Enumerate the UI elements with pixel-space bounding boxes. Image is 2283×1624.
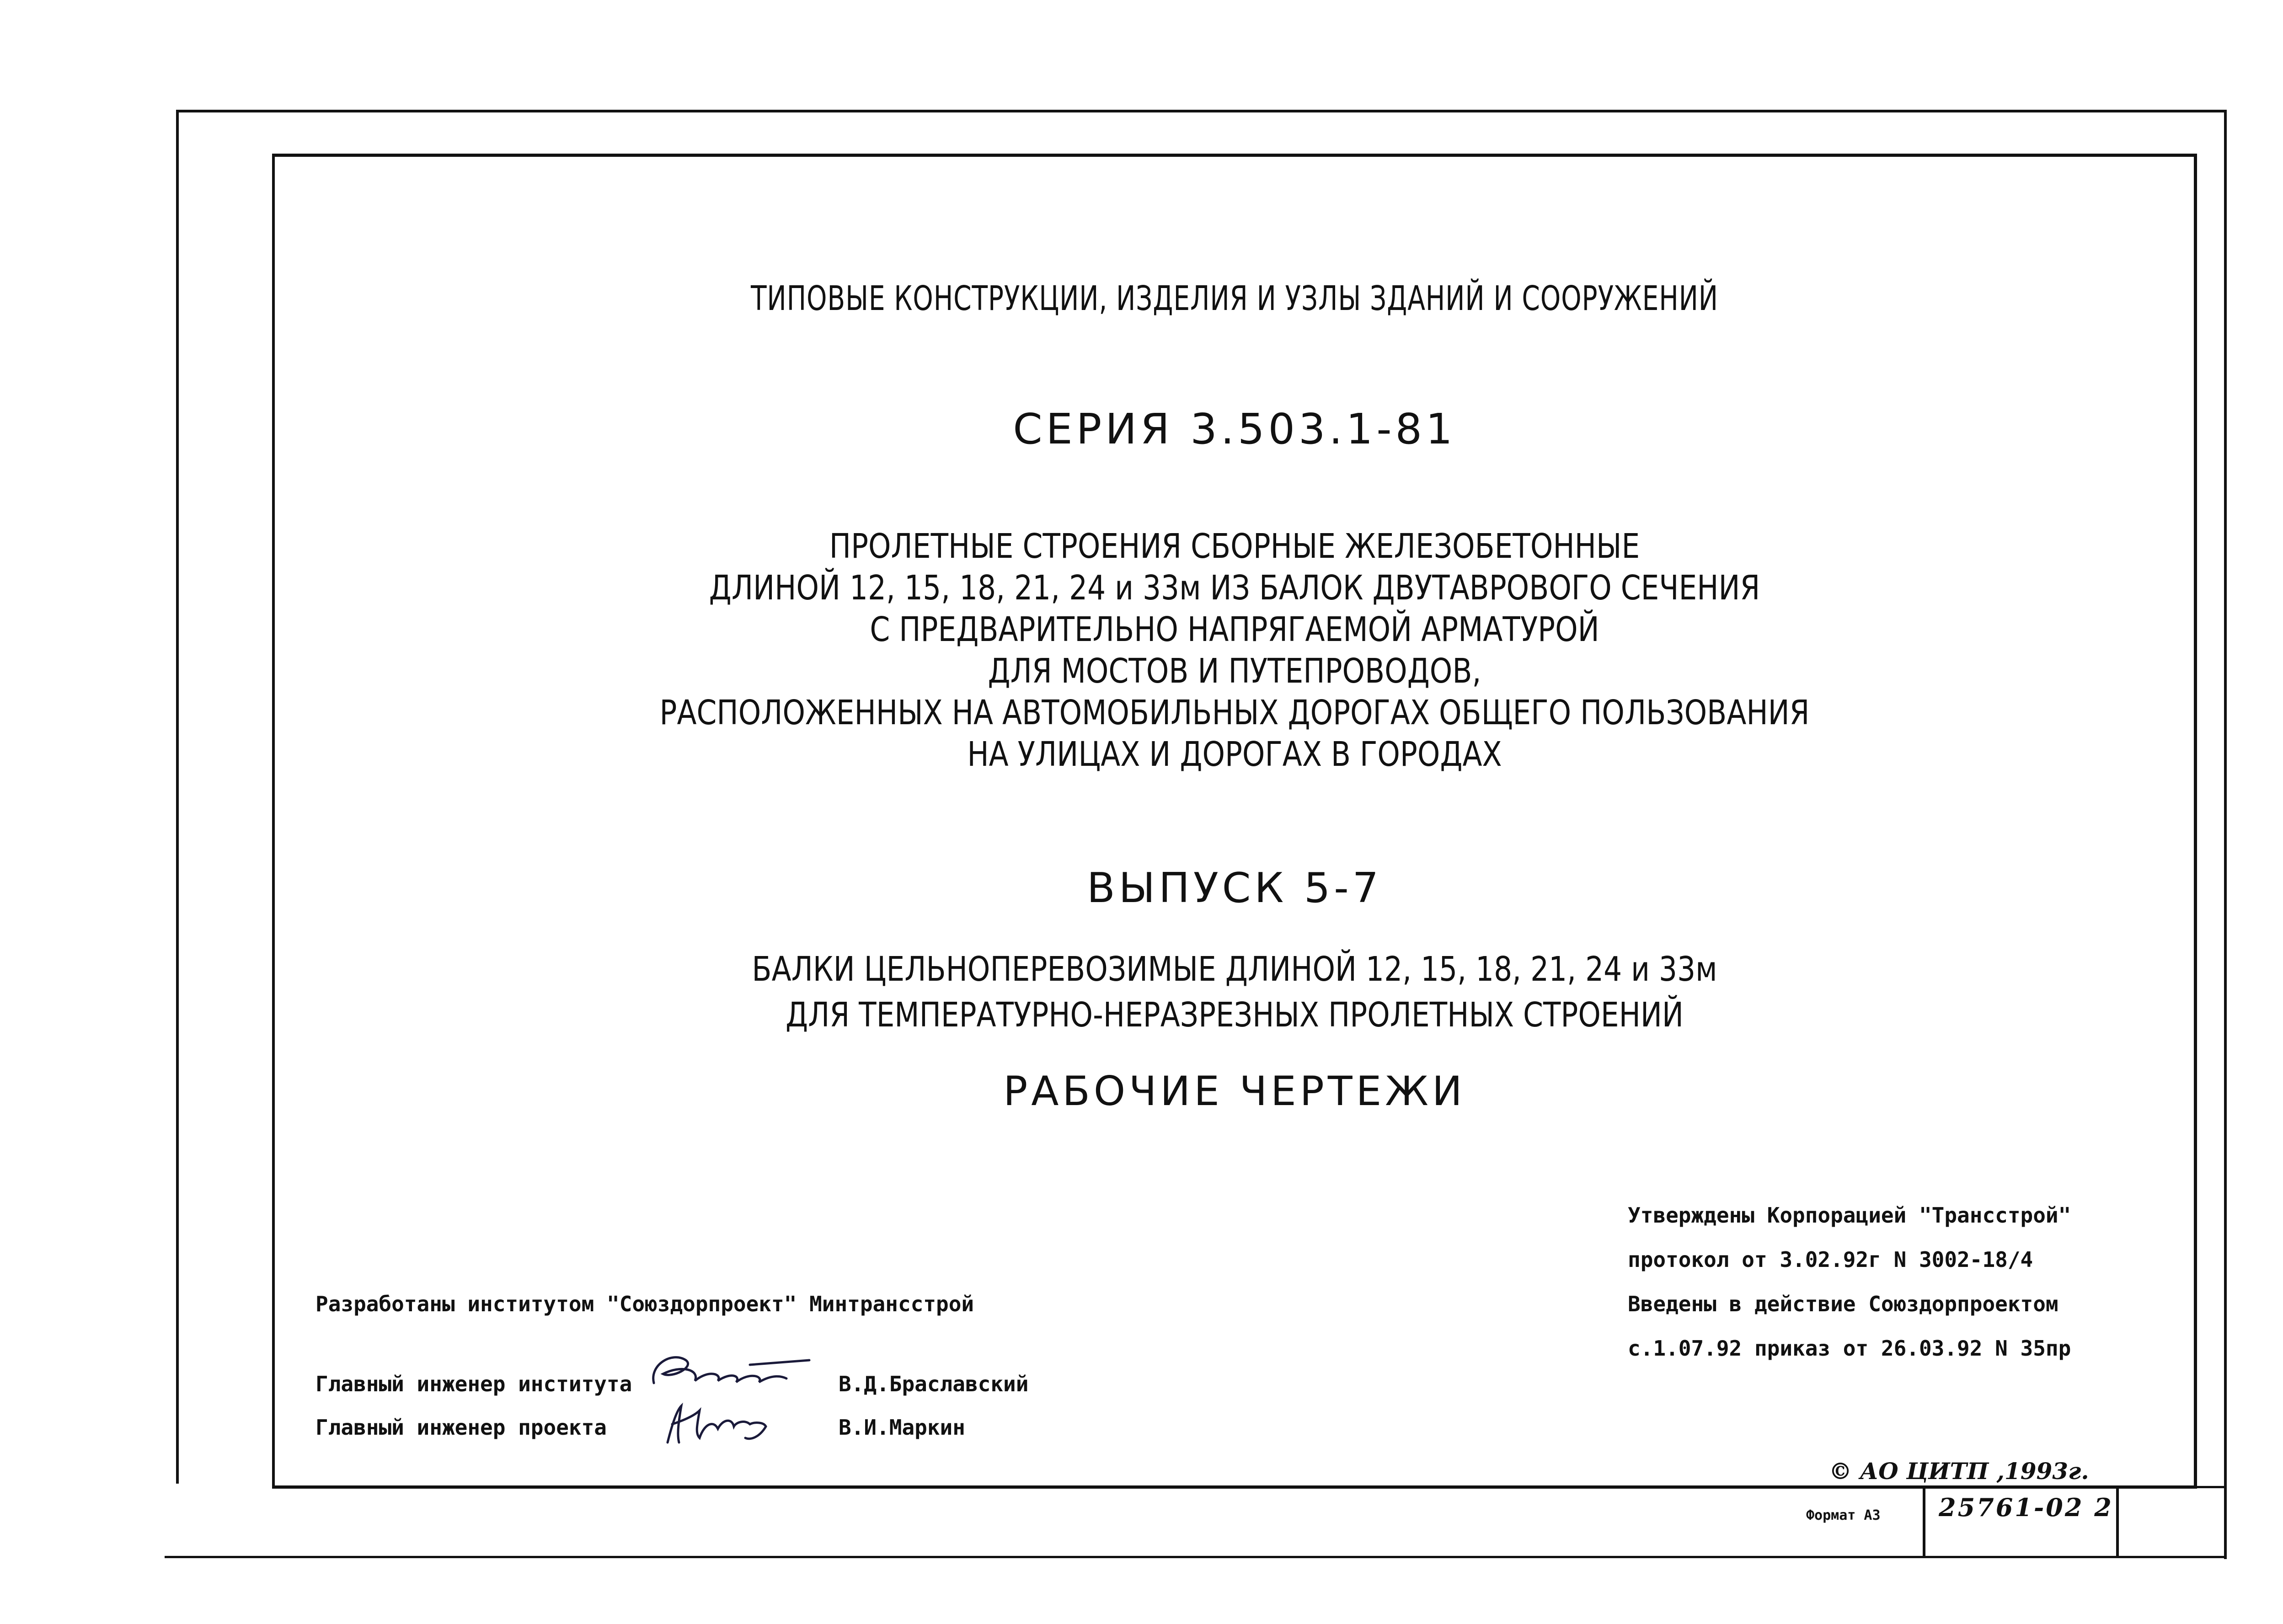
description-line: ДЛИНОЙ 12, 15, 18, 21, 24 и 33м ИЗ БАЛОК ДВУТАВРОВОГО СЕЧЕНИЯ	[709, 568, 1760, 608]
outer-frame-right	[2224, 110, 2227, 1559]
format-label: Формат А3	[1806, 1507, 1881, 1523]
bottom-rule	[165, 1556, 2227, 1558]
title-block-divider-2	[2116, 1486, 2119, 1558]
handwritten-signature-icon	[654, 1397, 828, 1452]
approval-line: Введены в действие Союздорпроектом	[1628, 1292, 2058, 1316]
developer-text: Разработаны институтом "Союздорпроект" Минтрансстрой	[315, 1292, 974, 1316]
signature-role: Главный инженер института	[315, 1372, 632, 1396]
approval-block	[1628, 1193, 2071, 1371]
issue-description	[419, 946, 2050, 1038]
description-line: ДЛЯ МОСТОВ И ПУТЕПРОВОДОВ,	[988, 652, 1481, 691]
outer-frame-top	[176, 110, 2227, 112]
outer-frame-left	[176, 110, 179, 1484]
issue-line: БАЛКИ ЦЕЛЬНОПЕРЕВОЗИМЫЕ ДЛИНОЙ 12, 15, 18, 21, 24 и 33м	[752, 950, 1717, 989]
document-number: 25761-02 2	[1939, 1493, 2113, 1522]
description-line: НА УЛИЦАХ И ДОРОГАХ В ГОРОДАХ	[967, 735, 1502, 774]
description-block	[419, 526, 2050, 775]
description-line: ПРОЛЕТНЫЕ СТРОЕНИЯ СБОРНЫЕ ЖЕЛЕЗОБЕТОННЫЕ	[829, 527, 1640, 566]
title-block-top-line	[1765, 1486, 2227, 1488]
title-block-divider-1	[1923, 1486, 1925, 1558]
general-title: ТИПОВЫЕ КОНСТРУКЦИИ, ИЗДЕЛИЯ И УЗЛЫ ЗДАНИЙ И СООРУЖЕНИЙ	[751, 279, 1718, 318]
copyright-stamp: © АО ЦИТП ,1993г.	[1829, 1458, 2089, 1485]
approval-line: Утверждены Корпорацией "Трансстрой"	[1628, 1203, 2071, 1228]
handwritten-signature-icon	[645, 1346, 818, 1397]
signature-name: В.И.Маркин	[839, 1415, 965, 1440]
description-line: С ПРЕДВАРИТЕЛЬНО НАПРЯГАЕМОЙ АРМАТУРОЙ	[870, 610, 1599, 649]
approval-line: протокол от 3.02.92г N 3002-18/4	[1628, 1247, 2033, 1272]
series-title: СЕРИЯ 3.503.1-81	[1013, 405, 1456, 454]
description-line: РАСПОЛОЖЕННЫХ НА АВТОМОБИЛЬНЫХ ДОРОГАХ ОБЩЕГО ПОЛЬЗОВАНИЯ	[659, 693, 1810, 732]
signature-name: В.Д.Браславский	[839, 1372, 1029, 1396]
approval-line: с.1.07.92 приказ от 26.03.92 N 35пр	[1628, 1336, 2071, 1361]
issue-line: ДЛЯ ТЕМПЕРАТУРНО-НЕРАЗРЕЗНЫХ ПРОЛЕТНЫХ СТРОЕНИЙ	[786, 995, 1684, 1035]
issue-label: ВЫПУСК 5-7	[1086, 864, 1382, 912]
signature-role: Главный инженер проекта	[315, 1415, 607, 1440]
doc-type: РАБОЧИЕ ЧЕРТЕЖИ	[1003, 1068, 1466, 1115]
